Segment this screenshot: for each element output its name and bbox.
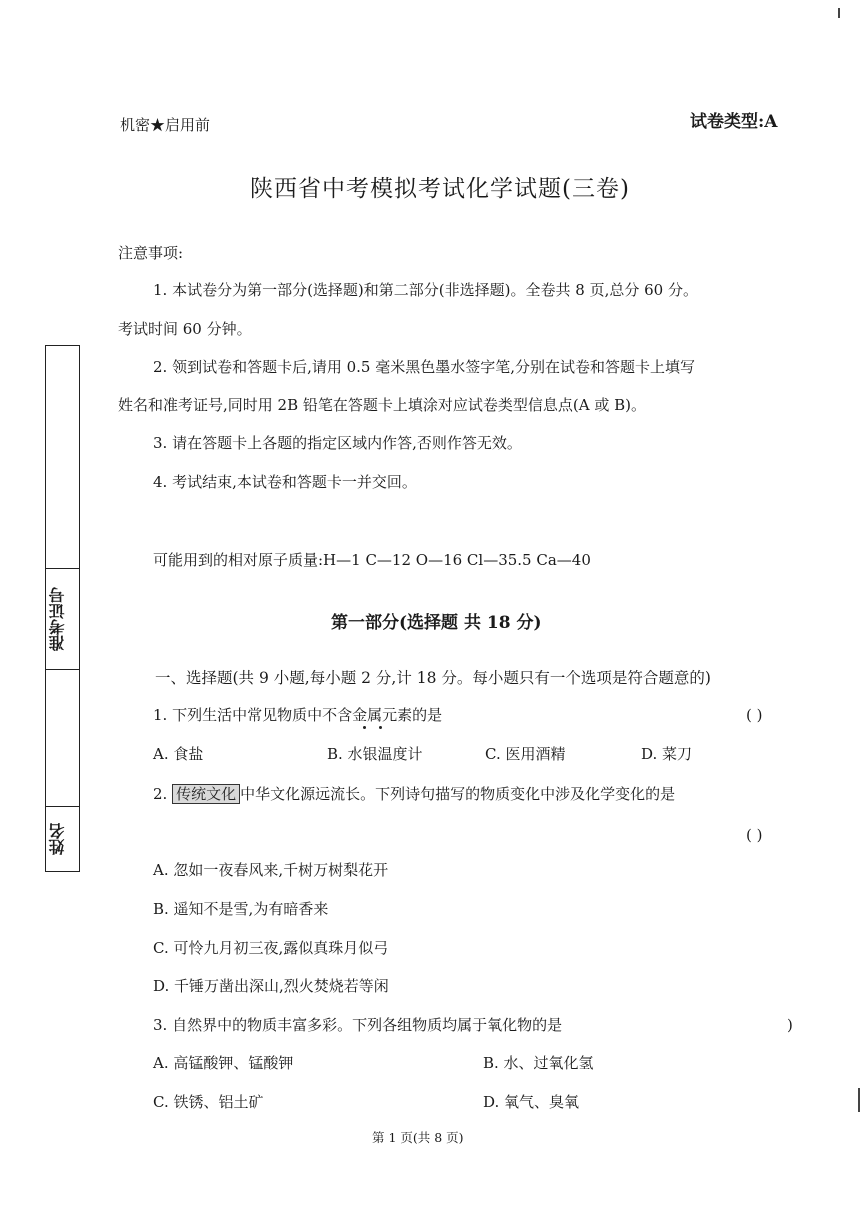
question-3-option-a: A. 高锰酸钾、锰酸钾 [153,1054,294,1072]
question-3-option-d: D. 氧气、臭氧 [483,1093,580,1111]
question-1-option-d: D. 菜刀 [641,745,693,763]
confidential-label: 机密★启用前 [120,116,211,134]
question-2-option-b: B. 遥知不是雪,为有暗香来 [153,900,329,918]
notes-item-1: 1. 本试卷分为第一部分(选择题)和第二部分(非选择题)。全卷共 8 页,总分 60 分。 [153,281,698,299]
binding-divider [46,568,79,569]
category-tag: 传统文化 [172,784,240,804]
atomic-masses: 可能用到的相对原子质量:H—1 C—12 O—16 Cl—35.5 Ca—40 [153,551,591,569]
binding-strip [45,345,80,872]
question-2-answer-paren: ( ) [746,826,763,844]
notes-item-3: 3. 请在答题卡上各题的指定区域内作答,否则作答无效。 [153,434,522,452]
exam-id-label: 准考证号 [48,587,67,651]
question-2-stem: 中华文化源远流长。下列诗句描写的物质变化中涉及化学变化的是 [240,785,676,803]
notes-item-2: 2. 领到试卷和答题卡后,请用 0.5 毫米黑色墨水签字笔,分别在试卷和答题卡上填写 [153,358,696,376]
section1-heading: 一、选择题(共 9 小题,每小题 2 分,计 18 分。每小题只有一个选项是符合题意的) [155,669,711,687]
question-3-option-c: C. 铁锈、铝土矿 [153,1093,264,1111]
question-1-option-a: A. 食盐 [153,745,204,763]
paper-type-label: 试卷类型:A [690,112,778,132]
part1-heading: 第一部分(选择题 共 18 分) [331,613,542,633]
binding-divider [46,669,79,670]
question-1-stem: 1. 下列生活中常见物质中不含金属元素的是 [153,706,443,724]
emphasis-dot [379,726,382,729]
notes-item-1-cont: 考试时间 60 分钟。 [118,320,252,338]
notes-item-2-cont: 姓名和准考证号,同时用 2B 铅笔在答题卡上填涂对应试卷类型信息点(A 或 B)。 [118,396,646,414]
question-2-option-c: C. 可怜九月初三夜,露似真珠月似弓 [153,939,389,957]
page-footer: 第 1 页(共 8 页) [372,1130,464,1145]
question-2-option-d: D. 千锤万凿出深山,烈火焚烧若等闲 [153,977,389,995]
question-1-option-c: C. 医用酒精 [485,745,566,763]
binding-divider [46,806,79,807]
question-1-option-b: B. 水银温度计 [327,745,423,763]
question-1-answer-paren: ( ) [746,706,763,724]
emphasis-dot [363,726,366,729]
name-label: 姓名 [48,823,67,855]
notes-item-4: 4. 考试结束,本试卷和答题卡一并交回。 [153,473,417,491]
question-3-option-b: B. 水、过氧化氢 [483,1054,594,1072]
scan-edge-mark [858,1088,860,1112]
question-2-number: 2. [153,785,168,803]
question-3-answer-paren: ) [787,1016,793,1034]
notes-heading: 注意事项: [118,244,184,262]
question-2-option-a: A. 忽如一夜春风来,千树万树梨花开 [153,861,389,879]
page-title: 陕西省中考模拟考试化学试题(三卷) [250,176,630,202]
scan-edge-mark [838,8,840,18]
question-2-stem-line [153,783,675,804]
question-3-stem: 3. 自然界中的物质丰富多彩。下列各组物质均属于氧化物的是 [153,1016,563,1034]
